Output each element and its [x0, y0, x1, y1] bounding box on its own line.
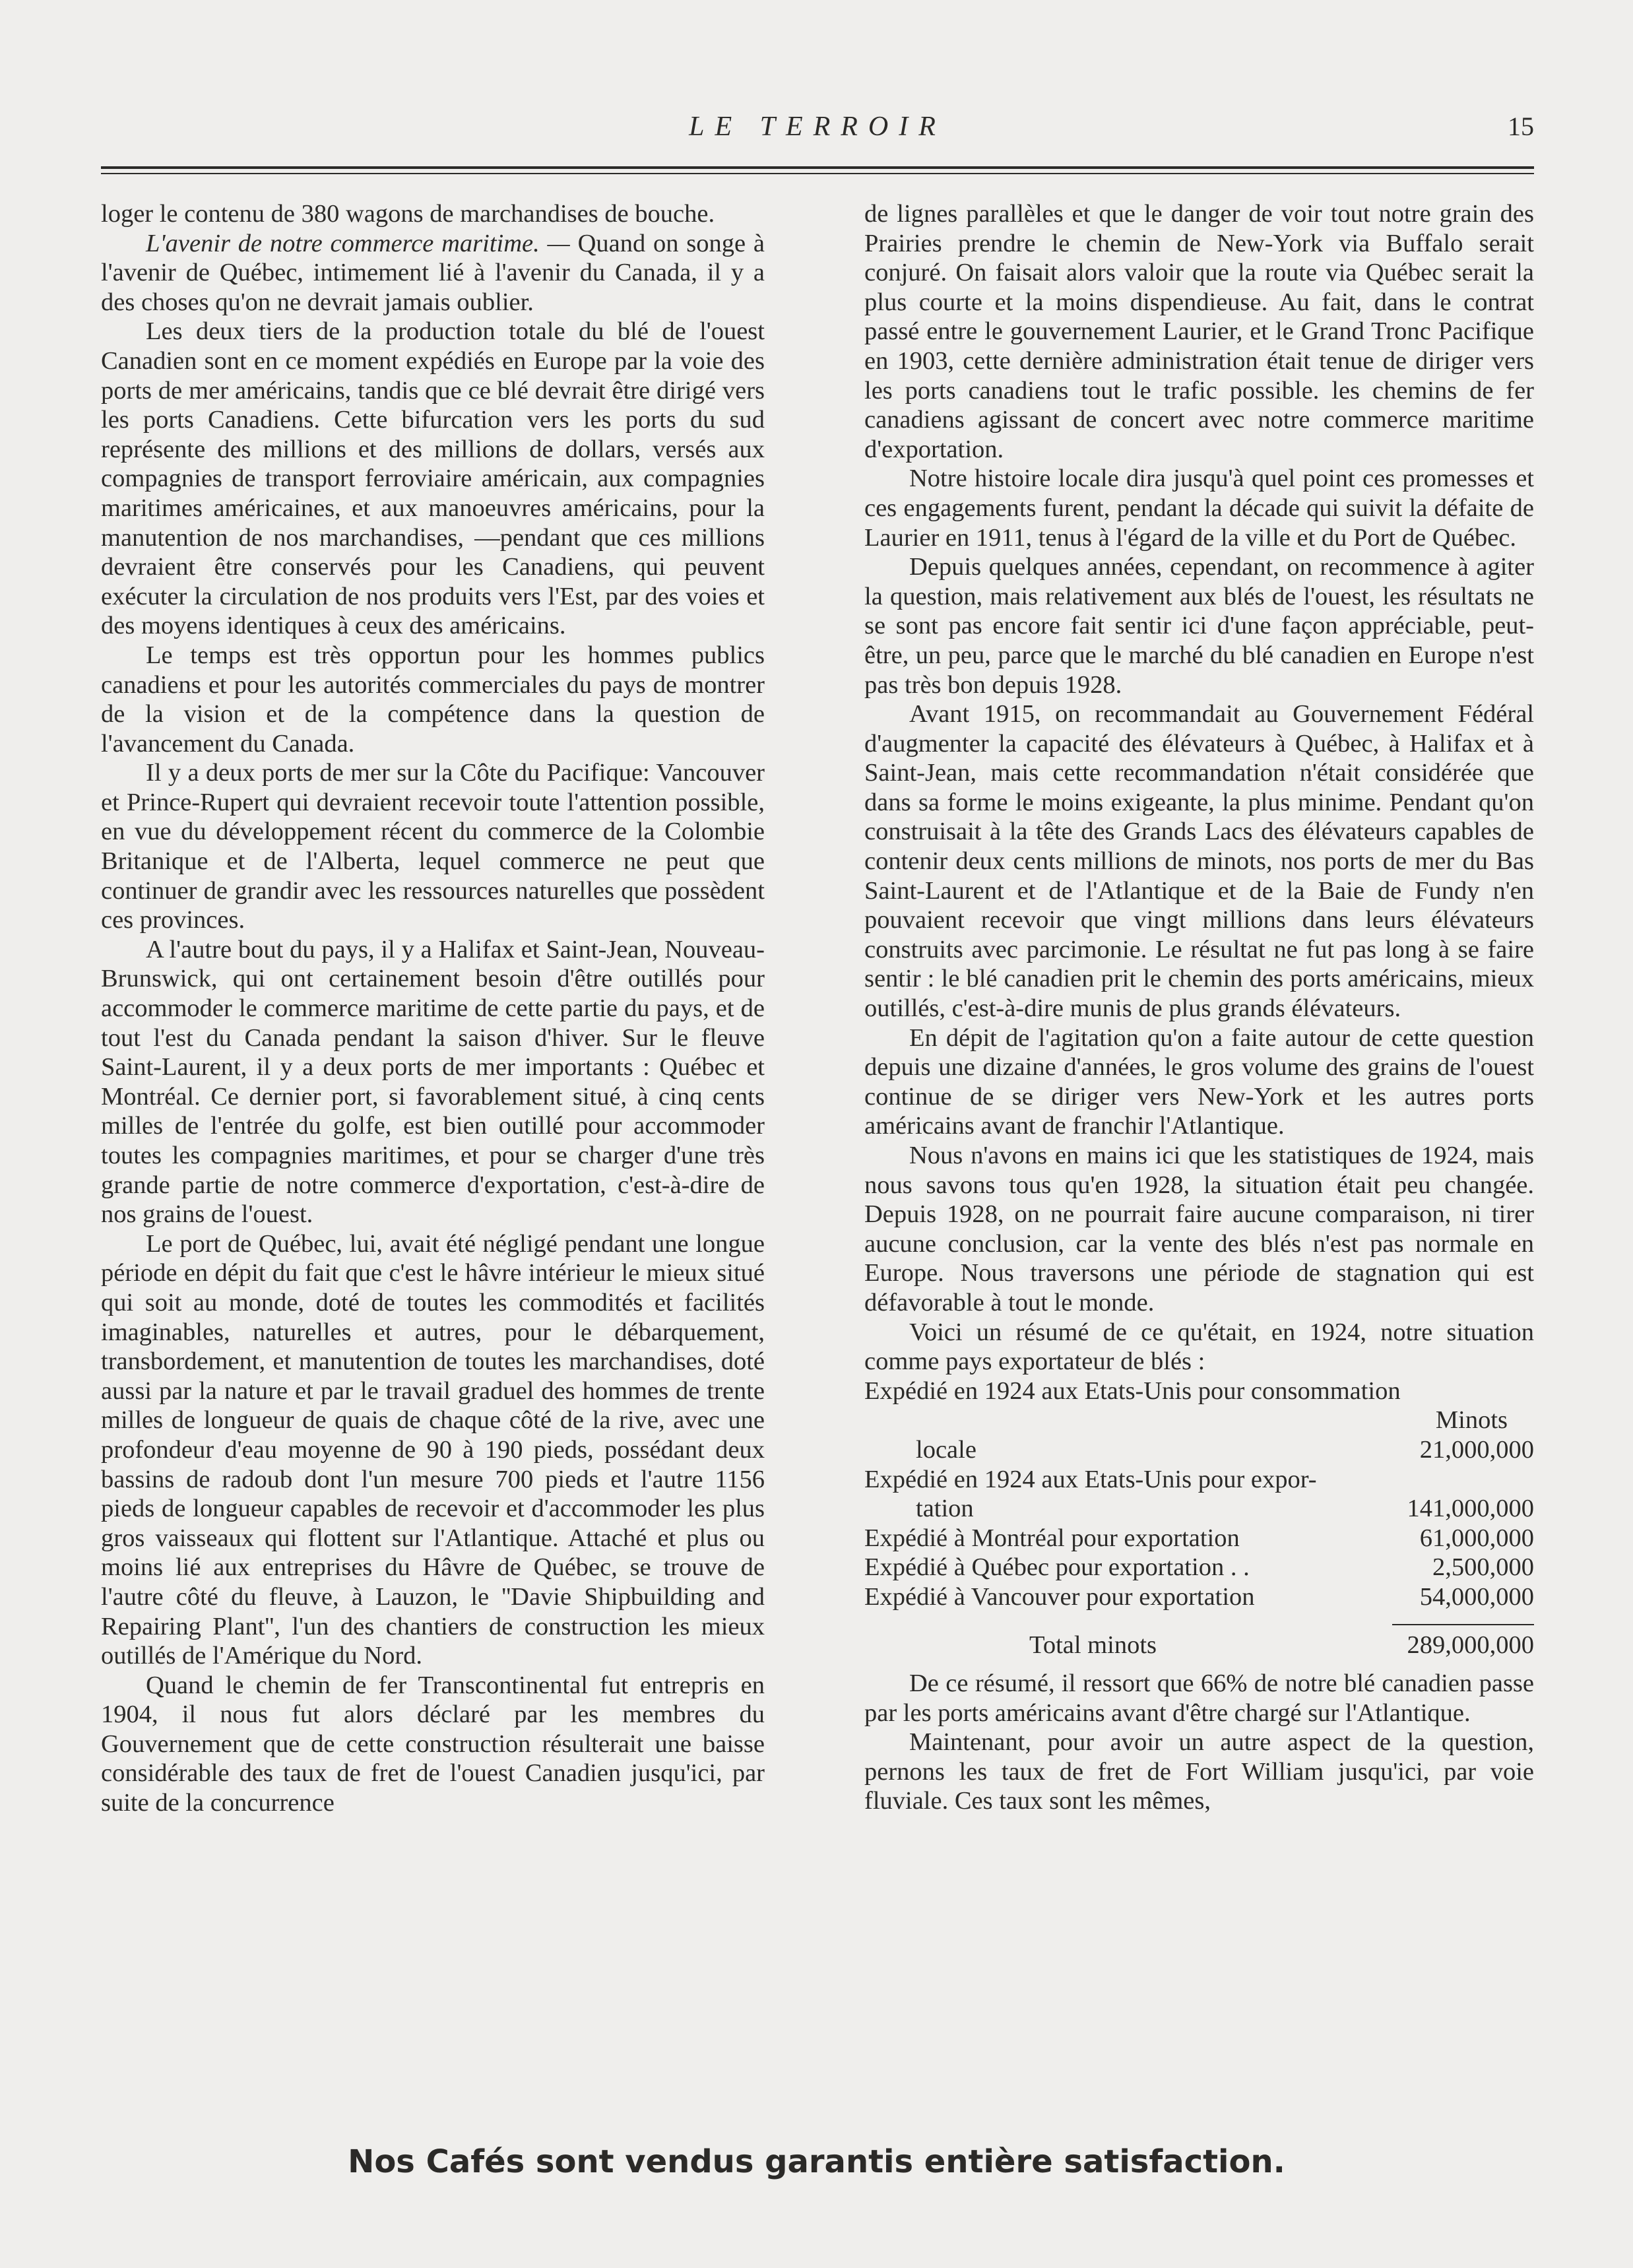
- paragraph: de lignes parallèles et que le danger de voir tout notre grain des Prairies prendre le chemin de New-York via Buffalo serait conjuré. On faisait alors valoir que la route via Québec serait la plus courte et la moins dispendieuse. Au fait, dans le contrat passé entre le gouvernement Laurier, et le Grand Tronc Pacifique en 1903, cette dernière administration était tenue de diriger vers les ports canadiens tout le trafic possible. les chemins de fer canadiens agissant de concert avec notre commerce maritime d'exportation.: [864, 200, 1534, 463]
- stats-row: [864, 1465, 1534, 1495]
- stats-label: Expédié à Montréal pour exportation: [864, 1524, 1240, 1552]
- running-header: [101, 111, 1534, 150]
- paragraph: Avant 1915, on recommandait au Gouvernement Fédéral d'augmenter la capacité des élévateurs à Québec, à Halifax et à Saint-Jean, mais cette recommandation n'était considérée que dans sa forme le moins exigeante, la plus minime. Pendant qu'on construisait à la tête des Grands Lacs des élévateurs capables de contenir deux cents millions de minots, nos ports de mer du Bas Saint-Laurent et de l'Atlantique et de la Baie de Fundy n'en pouvaient recevoir que vingt millions dans leurs élévateurs construits avec parcimonie. Le résultat ne fut pas long à se faire sentir : le blé canadien prit le chemin des ports américains, mieux outillés, c'est-à-dire munis de plus grands élévateurs.: [864, 700, 1534, 1023]
- paragraph: De ce résumé, il ressort que 66% de notre blé canadien passe par les ports américains avant d'être chargé sur l'Atlantique.: [864, 1669, 1534, 1727]
- sum-rule: [1392, 1624, 1534, 1625]
- journal-title: LE TERROIR: [689, 112, 946, 142]
- stats-value: 54,000,000: [1419, 1582, 1534, 1611]
- paragraph: Depuis quelques années, cependant, on recommence à agiter la question, mais relativement aux blés de l'ouest, les résultats ne se sont pas encore fait sentir ici d'une façon appréciable, peut-être, un peu, parce que le marché du blé canadien en Europe n'est pas très bon depuis 1928.: [864, 553, 1534, 699]
- stats-row: [864, 1524, 1534, 1553]
- advertisement-footer: Nos Cafés sont vendus garantis entière satisfaction.: [348, 2143, 1285, 2180]
- left-column: [101, 199, 765, 1818]
- stats-value: 21,000,000: [1419, 1435, 1534, 1464]
- header-rule-thin: [101, 173, 1534, 174]
- stats-label: Expédié à Québec pour exportation . .: [864, 1553, 1250, 1582]
- stats-label: Expédié en 1924 aux Etats-Unis pour expor-: [864, 1465, 1317, 1493]
- paragraph: Nous n'avons en mains ici que les statistiques de 1924, mais nous savons tous qu'en 1928, la situation était peu changée. Depuis 1928, on ne pourrait faire aucune comparaison, ni tirer aucune conclusion, car la vente des blés n'est pas normale en Europe. Nous traversons une période de stagnation qui est défavorable à tout le monde.: [864, 1142, 1534, 1316]
- paragraph: Notre histoire locale dira jusqu'à quel point ces promesses et ces engagements furent, pendant la décade qui suivit la défaite de Laurier en 1911, tenus à l'égard de la ville et du Port de Québec.: [864, 465, 1534, 552]
- paragraph: [101, 229, 765, 317]
- export-statistics: [864, 1377, 1534, 1660]
- paragraph: En dépit de l'agitation qu'on a faite autour de cette question depuis une dizaine d'années, le gros volume des grains de l'ouest continue de se diriger vers New-York et les autres ports américains avant de franchir l'Atlantique.: [864, 1023, 1534, 1140]
- total-value: 289,000,000: [1407, 1631, 1534, 1659]
- stats-label: locale: [916, 1435, 977, 1464]
- right-column: [864, 199, 1534, 1816]
- paragraph: Il y a deux ports de mer sur la Côte du Pacifique: Vancouver et Prince-Rupert qui devraient recevoir toute l'attention possible, en vue du développement récent du commerce de la Colombie Britanique et de l'Alberta, lequel commerce ne peut que continuer de grandir avec les ressources naturelles que possèdent ces provinces.: [101, 759, 765, 934]
- total-label: Total minots: [1029, 1631, 1157, 1659]
- paragraph: loger le contenu de 380 wagons de marchandises de bouche.: [101, 200, 715, 228]
- stats-row: [864, 1435, 1534, 1465]
- unit-header: Minots: [1435, 1406, 1508, 1435]
- paragraph: Les deux tiers de la production totale du blé de l'ouest Canadien sont en ce moment expédiés en Europe par la voie des ports de mer américains, tandis que ce blé devrait être dirigé vers les ports Canadiens. Cette bifurcation vers les ports du sud représente des millions et des millions de dollars, versés aux compagnies de transport ferroviaire américain, aux compagnies maritimes américaines, et aux manoeuvres américains, pour la manutention de nos marchandises, —pendant que ces millions devraient être conservés pour les Canadiens, qui peuvent exécuter la circulation de nos produits vers l'Est, par des voies et des moyens identiques à ceux des américains.: [101, 317, 765, 640]
- page-number: 15: [1508, 112, 1534, 141]
- stats-intro: Expédié en 1924 aux Etats-Unis pour consommation: [864, 1377, 1401, 1405]
- paragraph-text: Quand on songe à l'avenir de Québec, intimement lié à l'avenir du Canada, il y a des choses qu'on ne devrait jamais oublier.: [101, 229, 765, 316]
- paragraph: Voici un résumé de ce qu'était, en 1924, notre situation comme pays exportateur de blés :: [864, 1318, 1534, 1376]
- paragraph: Quand le chemin de fer Transcontinental fut entrepris en 1904, il nous fut alors déclaré par les membres du Gouvernement que de cette construction résulterait une baisse considérable des taux de fret de l'ouest Canadien jusqu'ici, par suite de la concurrence: [101, 1671, 765, 1817]
- stats-value: 141,000,000: [1407, 1495, 1534, 1523]
- stats-label: tation: [916, 1495, 974, 1523]
- paragraph: A l'autre bout du pays, il y a Halifax et Saint-Jean, Nouveau-Brunswick, qui ont certainement besoin d'être outillés pour accommoder le commerce maritime de cette partie du pays, et de tout l'est du Canada pendant la saison d'hiver. Sur le fleuve Saint-Laurent, il y a deux ports de mer importants : Québec et Montréal. Ce dernier port, si favorablement situé, à cinq cents milles de l'entrée du golfe, est bien outillé pour accommoder toutes les compagnies maritimes, et pour se charger d'une très grande partie de notre commerce d'exportation, c'est-à-dire de nos grains de l'ouest.: [101, 935, 765, 1229]
- stats-label: Expédié à Vancouver pour exportation: [864, 1582, 1255, 1611]
- stats-row: [864, 1582, 1534, 1612]
- header-rule: [101, 166, 1534, 169]
- paragraph: Le temps est très opportun pour les hommes publics canadiens et pour les autorités commerciales du pays de montrer de la vision et de la compétence dans la question de l'avancement du Canada.: [101, 641, 765, 758]
- paragraph: Le port de Québec, lui, avait été négligé pendant une longue période en dépit du fait que c'est le hâvre intérieur le mieux situé qui soit au monde, doté de toutes les commodités et facilités imaginables, naturelles et autres, pour le débarquement, transbordement, et manutention de toutes les marchandises, doté aussi par la nature et par le travail graduel des hommes de trente milles de longueur de quais de chaque côté de la rive, avec une profondeur d'eau moyenne de 90 à 190 pieds, possédant deux bassins de radoub dont l'un mesure 700 pieds et l'autre 1156 pieds de longueur capables de recevoir et d'accommoder les plus gros vaisseaux qui flottent sur l'Atlantique. Attaché et plus ou moins lié aux entreprises du Hâvre de Québec, se trouve de l'autre côté du fleuve, à Lauzon, le ''Davie Shipbuilding and Repairing Plant'', l'un des chantiers de construction les mieux outillés de l'Amérique du Nord.: [101, 1229, 765, 1670]
- section-title: L'avenir de notre commerce maritime. —: [146, 229, 570, 257]
- stats-row: [864, 1553, 1534, 1582]
- stats-value: 61,000,000: [1419, 1524, 1534, 1552]
- paragraph: Maintenant, pour avoir un autre aspect de la question, pernons les taux de fret de Fort William jusqu'ici, par voie fluviale. Ces taux sont les mêmes,: [864, 1728, 1534, 1815]
- stats-row: [864, 1494, 1534, 1524]
- stats-value: 2,500,000: [1432, 1553, 1534, 1582]
- stats-total-row: [864, 1631, 1534, 1660]
